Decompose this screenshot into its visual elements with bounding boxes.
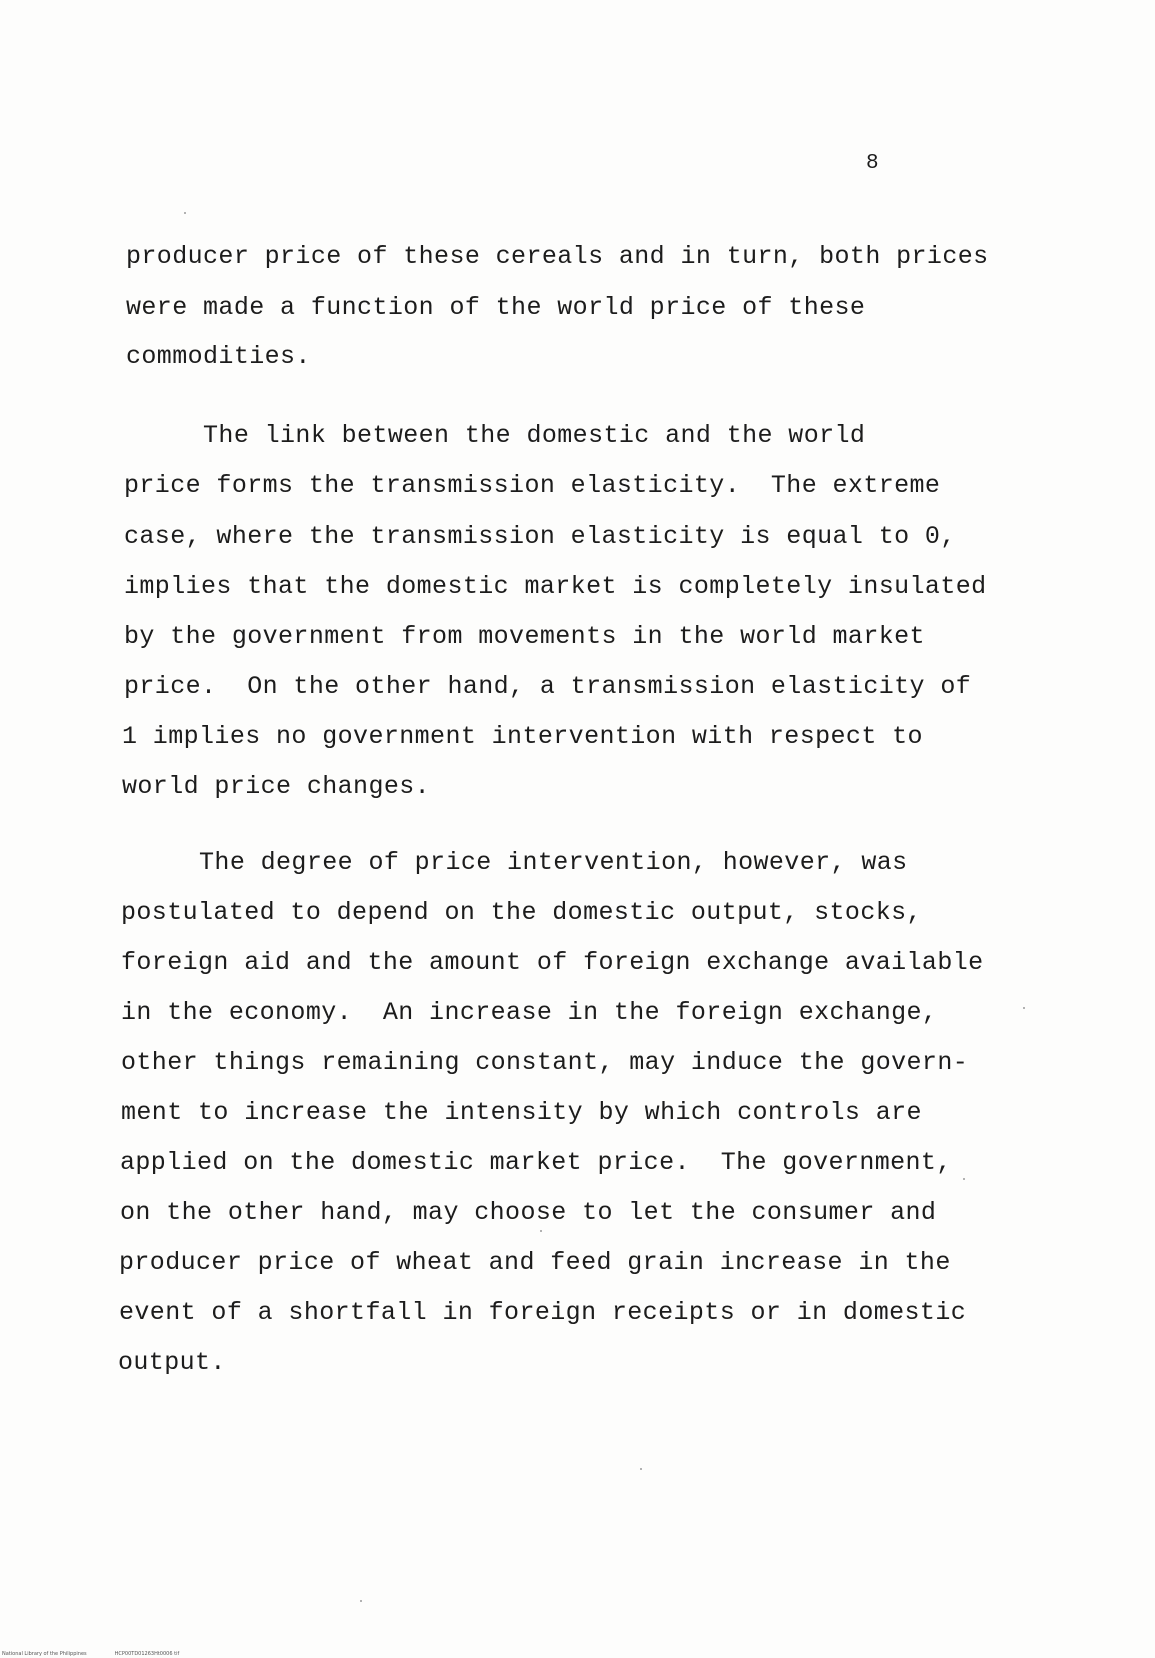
- text-line: producer price of these cereals and in turn, both prices: [126, 242, 989, 271]
- text-line: producer price of wheat and feed grain increase in the: [119, 1248, 951, 1277]
- text-line: on the other hand, may choose to let the consumer and: [120, 1198, 937, 1227]
- text-line: output.: [118, 1348, 226, 1377]
- scan-speck: [184, 212, 186, 214]
- text-line: by the government from movements in the world market: [124, 622, 925, 651]
- scan-footer: [2, 1651, 207, 1657]
- text-line: postulated to depend on the domestic output, stocks,: [121, 898, 922, 927]
- scan-speck: [640, 1468, 642, 1470]
- text-line: price. On the other hand, a transmission elasticity of: [124, 672, 972, 701]
- text-line: commodities.: [126, 342, 311, 371]
- scan-speck: [540, 1230, 542, 1232]
- text-line: ment to increase the intensity by which controls are: [121, 1098, 922, 1127]
- text-line: event of a shortfall in foreign receipts or in domestic: [119, 1298, 967, 1327]
- footer-library: National Library of the Philippines: [2, 1651, 87, 1657]
- text-line: foreign aid and the amount of foreign exchange available: [121, 948, 984, 977]
- footer-file-id: HCP00TD01263Ht0006 tif: [114, 1651, 180, 1657]
- page-number: 8: [866, 152, 879, 175]
- text-line: 1 implies no government intervention with respect to: [122, 722, 923, 751]
- scan-speck: [360, 1600, 362, 1602]
- scan-speck: [1023, 1007, 1025, 1009]
- text-line: The degree of price intervention, however, was: [122, 848, 908, 877]
- text-line: applied on the domestic market price. The government,: [120, 1148, 952, 1177]
- text-line: The link between the domestic and the world: [126, 421, 866, 450]
- text-line: price forms the transmission elasticity. The extreme: [124, 471, 941, 500]
- scan-speck: [963, 1178, 965, 1180]
- text-line: other things remaining constant, may induce the govern-: [121, 1048, 969, 1077]
- text-line: case, where the transmission elasticity is equal to 0,: [124, 522, 956, 551]
- text-line: implies that the domestic market is completely insulated: [124, 572, 987, 601]
- text-line: were made a function of the world price of these: [126, 293, 866, 322]
- text-line: world price changes.: [122, 772, 431, 801]
- text-line: in the economy. An increase in the foreign exchange,: [121, 998, 938, 1027]
